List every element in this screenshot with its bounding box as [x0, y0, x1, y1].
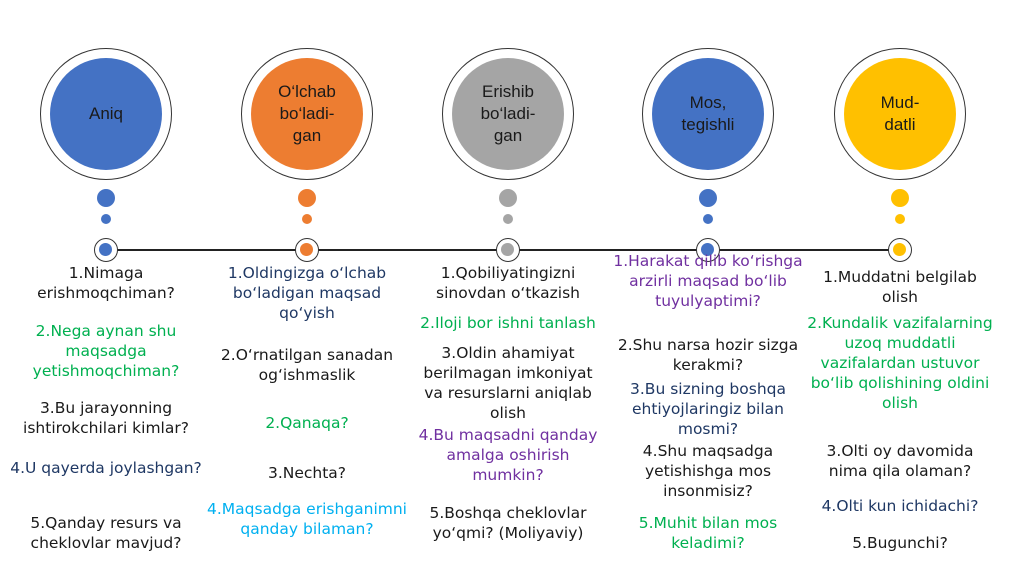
- timeline-node: [888, 238, 912, 262]
- question-item: 3.Oldin ahamiyat berilmagan imkoniyat va resurslarni aniqlab olish: [423, 344, 593, 422]
- goal-title: O‘lchab bo‘ladi- gan: [251, 58, 363, 170]
- connector-dot-small: [503, 214, 513, 224]
- goal-circle: [442, 48, 574, 180]
- connector-dot-large: [298, 189, 316, 207]
- question-item: 2.O‘rnatilgan sanadan og‘ishmaslik: [220, 346, 394, 384]
- question-item: 5.Qanday resurs va cheklovlar mavjud?: [30, 514, 182, 552]
- timeline-node-fill: [501, 243, 514, 256]
- question-item: 2.Nega aynan shu maqsadga yetishmoqchiman?: [32, 322, 180, 380]
- question-item: 1.Harakat qilib ko‘rishga arzirli maqsad bo‘lib tuyulyaptimi?: [613, 252, 803, 310]
- question-item: 5.Boshqa cheklovlar yo‘qmi? (Moliyaviy): [429, 504, 587, 542]
- goal-circle: [834, 48, 966, 180]
- goal-circle: [642, 48, 774, 180]
- connector-dot-small: [703, 214, 713, 224]
- question-item: 1.Qobiliyatingizni sinovdan o‘tkazish: [436, 264, 580, 302]
- question-item: 4.U qayerda joylashgan?: [10, 459, 202, 477]
- question-item: 3.Nechta?: [267, 464, 347, 482]
- timeline-node-fill: [99, 243, 112, 256]
- connector-dot-large: [499, 189, 517, 207]
- question-item: 3.Bu sizning boshqa ehtiyojlaringiz bilan mosmi?: [630, 380, 786, 438]
- question-item: 5.Muhit bilan mos keladimi?: [638, 514, 778, 552]
- connector-dot-large: [699, 189, 717, 207]
- timeline-node-fill: [893, 243, 906, 256]
- question-item: 4.Bu maqsadni qanday amalga oshirish mumkin?: [418, 426, 598, 484]
- goal-circle: [241, 48, 373, 180]
- timeline-node-fill: [300, 243, 313, 256]
- connector-dot-small: [302, 214, 312, 224]
- question-item: 4.Shu maqsadga yetishishga mos insonmisiz?: [642, 442, 774, 500]
- question-item: 1.Nimaga erishmoqchiman?: [37, 264, 175, 302]
- question-item: 3.Bu jarayonning ishtirokchilari kimlar?: [23, 399, 189, 437]
- question-item: 5.Bugunchi?: [852, 534, 948, 552]
- question-item: 2.Shu narsa hozir sizga kerakmi?: [617, 336, 799, 374]
- timeline-node: [94, 238, 118, 262]
- connector-dot-large: [97, 189, 115, 207]
- question-item: 2.Qanaqa?: [265, 414, 349, 432]
- question-item: 1.Oldingizga o‘lchab bo‘ladigan maqsad qo‘yish: [227, 264, 387, 322]
- timeline-node: [295, 238, 319, 262]
- question-item: 2.Iloji bor ishni tanlash: [420, 314, 596, 332]
- question-item: 2.Kundalik vazifalarning uzoq muddatli vazifalardan ustuvor bo‘lib qolishining oldini olish: [807, 314, 993, 412]
- goal-title: Aniq: [50, 58, 162, 170]
- question-item: 3.Olti oy davomida nima qila olaman?: [826, 442, 974, 480]
- question-item: 1.Muddatni belgilab olish: [823, 268, 977, 306]
- connector-dot-small: [895, 214, 905, 224]
- goal-title: Erishib bo‘ladi- gan: [452, 58, 564, 170]
- question-item: 4.Maqsadga erishganimni qanday bilaman?: [207, 500, 407, 538]
- goal-title: Mud- datli: [844, 58, 956, 170]
- connector-dot-small: [101, 214, 111, 224]
- timeline-node: [496, 238, 520, 262]
- goal-circle: [40, 48, 172, 180]
- goal-title: Mos, tegishli: [652, 58, 764, 170]
- question-item: 4.Olti kun ichidachi?: [821, 497, 979, 515]
- connector-dot-large: [891, 189, 909, 207]
